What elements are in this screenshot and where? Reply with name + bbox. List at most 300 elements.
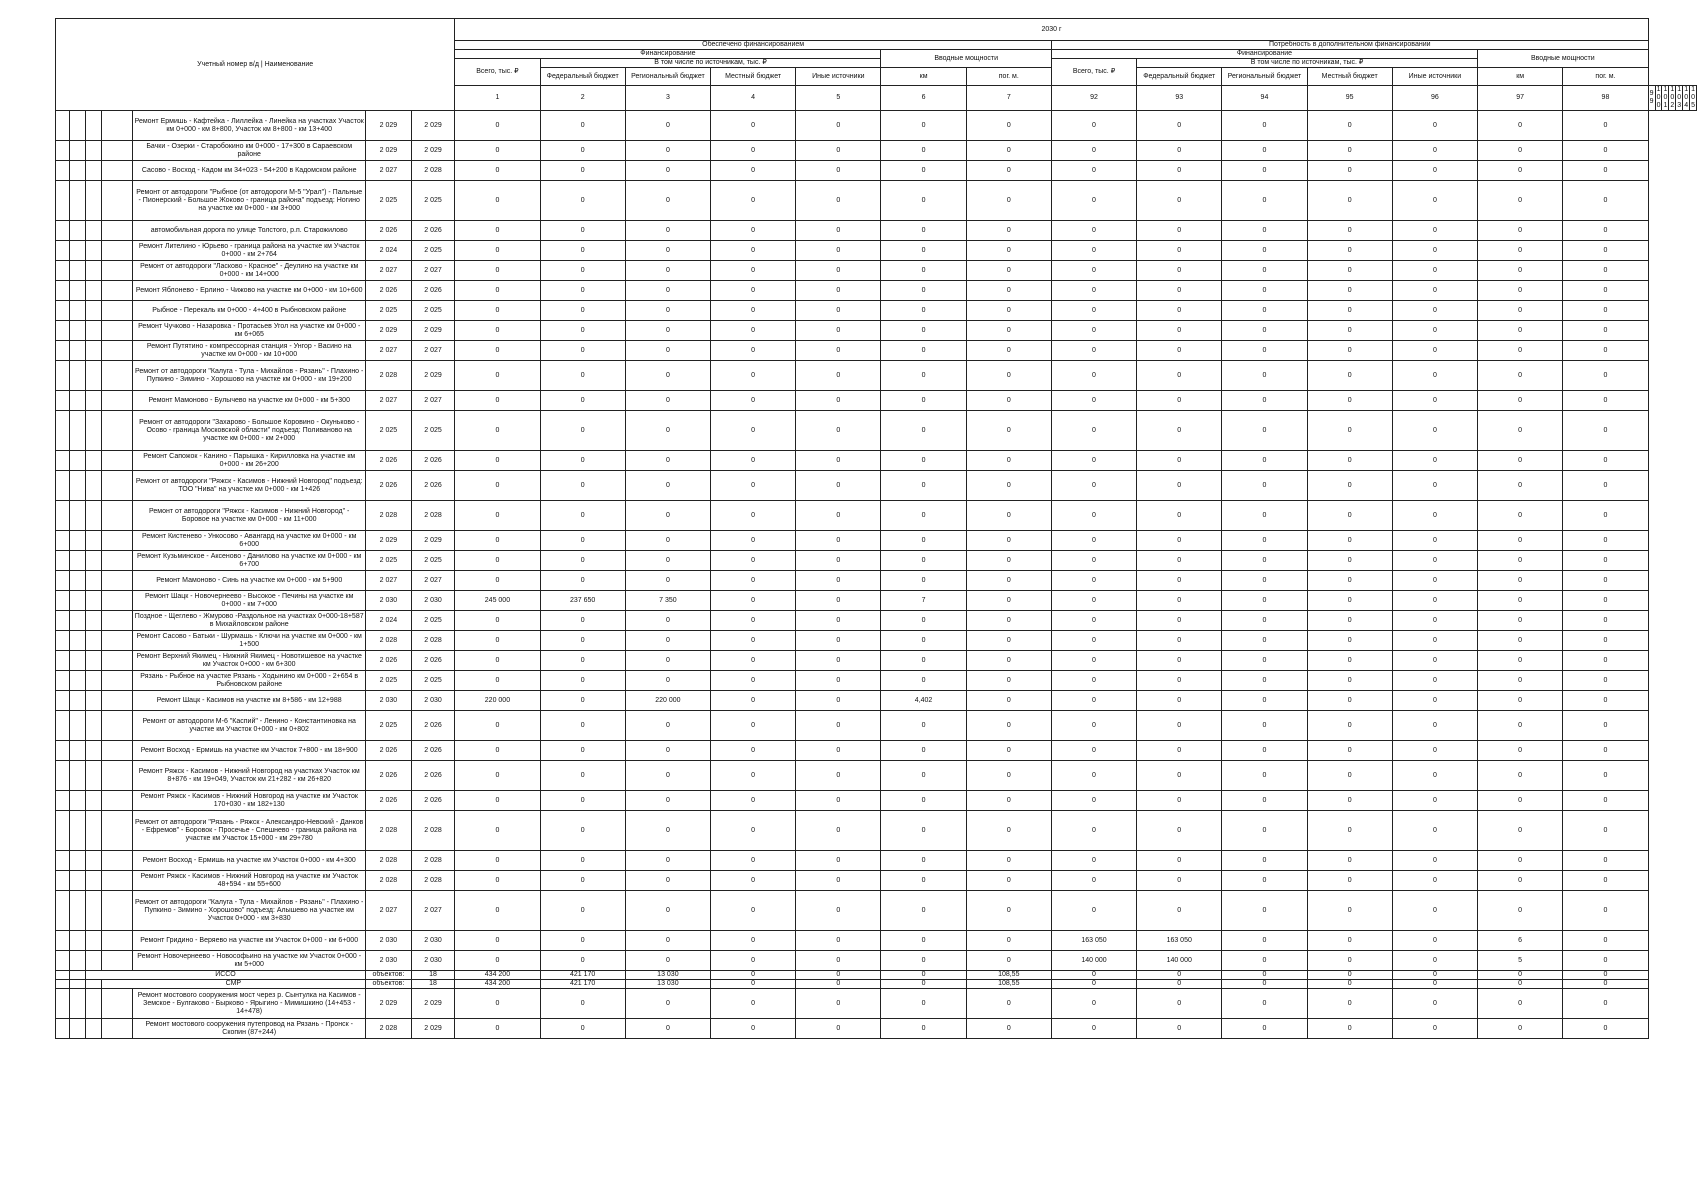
table-row: [56, 181, 1697, 221]
value-cell: 0: [1307, 741, 1392, 761]
value-cell: 0: [1307, 451, 1392, 471]
header-federal-2-label: Федеральный бюджет: [1143, 72, 1216, 80]
header-secured-label: Обеспечено финансированием: [702, 41, 805, 48]
value-cell: 0: [796, 411, 881, 451]
value-cell: 0: [1478, 471, 1563, 501]
value-cell: 0: [881, 951, 966, 971]
value-cell: 0: [1392, 980, 1477, 989]
end-year: 2 029: [411, 1019, 455, 1039]
value-cell: 0: [1051, 741, 1136, 761]
column-number-100: 100: [1656, 86, 1661, 109]
value-cell: 0: [1051, 591, 1136, 611]
header-pm-1-label: пог. м.: [998, 72, 1019, 80]
blank-cell: [69, 551, 85, 571]
value-cell: 0: [1563, 451, 1648, 471]
value-cell: 0: [1478, 181, 1563, 221]
object-name: Ремонт от автодороги "Рязань - Ряжск - Александро-Невский - Данков - Ефремов" - Боровок - Просечье - Спешнево - граница района на участке км Участок 15+000 - км 29+780: [133, 811, 366, 851]
value-cell: 0: [1051, 631, 1136, 651]
value-cell: 0: [1222, 501, 1307, 531]
value-cell: 0: [796, 241, 881, 261]
value-cell: 0: [455, 161, 540, 181]
end-year: 2 029: [411, 531, 455, 551]
value-cell: 0: [625, 141, 710, 161]
value-cell: 0: [625, 341, 710, 361]
value-cell: 0: [1051, 851, 1136, 871]
value-cell: 0: [1478, 531, 1563, 551]
value-cell: 0: [796, 951, 881, 971]
value-cell: 0: [455, 221, 540, 241]
value-cell: 0: [1051, 871, 1136, 891]
object-name: Ремонт Путятино - компрессорная станция - Унгор - Васино на участке км 0+000 - км 10+000: [133, 341, 366, 361]
value-cell: 0: [1563, 341, 1648, 361]
blank-cell: [69, 181, 85, 221]
value-cell: 0: [1137, 361, 1222, 391]
value-cell: 0: [1307, 361, 1392, 391]
value-cell: 0: [1051, 571, 1136, 591]
value-cell: 0: [966, 571, 1051, 591]
table-row: [56, 111, 1697, 141]
start-year: 2 027: [366, 161, 412, 181]
value-cell: 0: [1137, 471, 1222, 501]
blank-cell: [101, 241, 133, 261]
value-cell: 0: [711, 411, 796, 451]
object-name: Ремонт от автодороги "Захарово - Большое Коровино - Окуньково - Осово - граница Московской области" подъезд: Поливаново на участке км 0+000 - км 2+000: [133, 411, 366, 451]
blank-cell: [56, 571, 70, 591]
value-cell: 0: [711, 989, 796, 1019]
value-cell: 0: [881, 181, 966, 221]
object-name: Ремонт Верхний Якимец - Нижний Якимец - Новотишевое на участке км Участок 0+000 - км 6+300: [133, 651, 366, 671]
value-cell: 0: [966, 711, 1051, 741]
column-number-98: 98: [1563, 86, 1648, 111]
value-cell: 0: [711, 791, 796, 811]
value-cell: 0: [1222, 951, 1307, 971]
value-cell: 0: [1392, 741, 1477, 761]
end-year: 2 025: [411, 181, 455, 221]
blank-cell: [85, 851, 101, 871]
value-cell: 220 000: [625, 691, 710, 711]
value-cell: 0: [455, 741, 540, 761]
table-row: [56, 591, 1697, 611]
blank-cell: [56, 281, 70, 301]
table-row: [56, 761, 1697, 791]
header-need-cell: [1051, 41, 1648, 50]
value-cell: 0: [625, 181, 710, 221]
value-cell: 0: [711, 951, 796, 971]
value-cell: 434 200: [455, 971, 540, 980]
blank-cell: [56, 451, 70, 471]
value-cell: 0: [1478, 989, 1563, 1019]
value-cell: 0: [1307, 281, 1392, 301]
blank-cell: [85, 691, 101, 711]
blank-cell: [56, 631, 70, 651]
table-row: [56, 161, 1697, 181]
value-cell: 0: [1392, 1019, 1477, 1039]
object-name: Ремонт Ряжск - Касимов - Нижний Новгород на участке км Участок 170+030 - км 182+130: [133, 791, 366, 811]
value-cell: 0: [1563, 531, 1648, 551]
blank-cell: [56, 221, 70, 241]
value-cell: 0: [711, 611, 796, 631]
value-cell: 0: [540, 261, 625, 281]
value-cell: 0: [711, 451, 796, 471]
value-cell: 237 650: [540, 591, 625, 611]
value-cell: 0: [1222, 321, 1307, 341]
value-cell: 0: [1392, 711, 1477, 741]
value-cell: 0: [881, 341, 966, 361]
value-cell: 0: [1307, 971, 1392, 980]
value-cell: 0: [1051, 411, 1136, 451]
value-cell: 0: [1307, 951, 1392, 971]
value-cell: 0: [1307, 811, 1392, 851]
table-row: [56, 361, 1697, 391]
value-cell: 0: [1137, 871, 1222, 891]
blank-cell: [101, 851, 133, 871]
value-cell: 0: [625, 1019, 710, 1039]
value-cell: 0: [625, 711, 710, 741]
start-year: 2 028: [366, 851, 412, 871]
value-cell: 0: [1478, 261, 1563, 281]
blank-cell: [101, 551, 133, 571]
summary-units: объектов:: [366, 971, 412, 980]
end-year: 2 026: [411, 281, 455, 301]
value-cell: 0: [796, 531, 881, 551]
blank-cell: [69, 931, 85, 951]
value-cell: 0: [1392, 631, 1477, 651]
value-cell: 0: [1478, 301, 1563, 321]
value-cell: 0: [540, 611, 625, 631]
header-pm-2: [1563, 68, 1648, 86]
column-number-104: 104: [1684, 86, 1689, 109]
value-cell: 0: [1222, 261, 1307, 281]
value-cell: 0: [796, 980, 881, 989]
blank-cell: [85, 741, 101, 761]
value-cell: 0: [1307, 391, 1392, 411]
value-cell: 0: [1478, 811, 1563, 851]
blank-cell: [85, 241, 101, 261]
value-cell: 0: [1222, 931, 1307, 951]
value-cell: 0: [1051, 980, 1136, 989]
start-year: 2 028: [366, 631, 412, 651]
value-cell: 0: [1051, 531, 1136, 551]
value-cell: 0: [881, 301, 966, 321]
value-cell: 0: [711, 111, 796, 141]
blank-cell: [69, 691, 85, 711]
end-year: 2 030: [411, 951, 455, 971]
value-cell: 0: [1392, 161, 1477, 181]
blank-cell: [56, 501, 70, 531]
object-name: Ремонт мостового сооружения мост через р. Сынтулка на Касимов - Земское - Булгаково - Бырково - Ярыгино - Мимишкино (14+453 - 14+478): [133, 989, 366, 1019]
value-cell: 0: [1222, 361, 1307, 391]
value-cell: 0: [796, 631, 881, 651]
table-row: [56, 411, 1697, 451]
value-cell: 0: [540, 989, 625, 1019]
value-cell: 0: [455, 791, 540, 811]
blank-cell: [56, 551, 70, 571]
value-cell: 0: [1137, 631, 1222, 651]
blank-cell: [101, 651, 133, 671]
value-cell: 0: [1307, 261, 1392, 281]
header-other-2-label: Иные источники: [1408, 72, 1462, 80]
value-cell: 0: [966, 951, 1051, 971]
start-year: 2 028: [366, 501, 412, 531]
blank-cell: [69, 741, 85, 761]
blank-cell: [69, 811, 85, 851]
start-year: 2 025: [366, 411, 412, 451]
value-cell: 0: [625, 361, 710, 391]
object-name: Ремонт Сасово - Батьки - Шурмашь - Ключи на участке км 0+000 - км 1+500: [133, 631, 366, 651]
value-cell: 0: [1137, 651, 1222, 671]
value-cell: 0: [796, 591, 881, 611]
value-cell: 0: [540, 571, 625, 591]
value-cell: 0: [1222, 741, 1307, 761]
value-cell: 0: [881, 851, 966, 871]
value-cell: 0: [966, 591, 1051, 611]
value-cell: 0: [625, 671, 710, 691]
blank-cell: [56, 411, 70, 451]
blank-cell: [56, 241, 70, 261]
value-cell: 0: [1307, 980, 1392, 989]
blank-cell: [56, 181, 70, 221]
value-cell: 0: [1307, 111, 1392, 141]
value-cell: 220 000: [455, 691, 540, 711]
value-cell: 0: [796, 931, 881, 951]
value-cell: 0: [625, 321, 710, 341]
value-cell: 0: [1392, 181, 1477, 221]
value-cell: 0: [1392, 531, 1477, 551]
value-cell: 0: [1392, 931, 1477, 951]
value-cell: 0: [881, 411, 966, 451]
value-cell: 0: [1478, 221, 1563, 241]
value-cell: 0: [1307, 531, 1392, 551]
value-cell: 0: [1478, 341, 1563, 361]
value-cell: 0: [540, 361, 625, 391]
end-year: 2 026: [411, 741, 455, 761]
table-row: [56, 531, 1697, 551]
blank-cell: [56, 931, 70, 951]
header-pm-2-label: пог. м.: [1595, 72, 1616, 80]
value-cell: 0: [1392, 451, 1477, 471]
value-cell: 0: [881, 141, 966, 161]
blank-cell: [69, 951, 85, 971]
header-capacity-1-label: Вводные мощности: [934, 54, 999, 62]
value-cell: 0: [455, 671, 540, 691]
value-cell: 0: [1137, 261, 1222, 281]
value-cell: 0: [1392, 951, 1477, 971]
value-cell: 0: [625, 951, 710, 971]
table-body: [56, 111, 1697, 1039]
value-cell: 0: [1051, 181, 1136, 221]
value-cell: 0: [455, 531, 540, 551]
column-number-103: 103: [1677, 86, 1682, 109]
value-cell: 0: [1051, 301, 1136, 321]
blank-cell: [56, 651, 70, 671]
value-cell: 0: [1563, 691, 1648, 711]
end-year: 2 029: [411, 321, 455, 341]
value-cell: 0: [966, 611, 1051, 631]
value-cell: 0: [1563, 471, 1648, 501]
value-cell: 0: [1478, 651, 1563, 671]
blank-cell: [101, 451, 133, 471]
value-cell: 0: [881, 321, 966, 341]
value-cell: 0: [796, 811, 881, 851]
value-cell: 0: [1222, 161, 1307, 181]
value-cell: 0: [881, 391, 966, 411]
value-cell: 0: [1051, 321, 1136, 341]
value-cell: 0: [711, 141, 796, 161]
blank-cell: [56, 851, 70, 871]
value-cell: 0: [1137, 571, 1222, 591]
value-cell: 0: [1222, 241, 1307, 261]
start-year: 2 027: [366, 891, 412, 931]
start-year: 2 028: [366, 811, 412, 851]
blank-cell: [56, 891, 70, 931]
table-row: [56, 851, 1697, 871]
value-cell: 0: [966, 741, 1051, 761]
value-cell: 0: [966, 531, 1051, 551]
header-km-1: [881, 68, 966, 86]
value-cell: 0: [455, 811, 540, 851]
value-cell: 0: [796, 501, 881, 531]
table-row: [56, 551, 1697, 571]
value-cell: 0: [881, 281, 966, 301]
value-cell: 0: [1051, 261, 1136, 281]
end-year: 2 025: [411, 671, 455, 691]
blank-cell: [85, 391, 101, 411]
blank-cell: [101, 471, 133, 501]
object-name: Ремонт Кистенево - Ункосово - Авангард на участке км 0+000 - км 6+000: [133, 531, 366, 551]
value-cell: 0: [1307, 651, 1392, 671]
value-cell: 0: [455, 391, 540, 411]
value-cell: 0: [1222, 221, 1307, 241]
blank-cell: [56, 671, 70, 691]
value-cell: 0: [625, 551, 710, 571]
blank-cell: [56, 980, 70, 989]
value-cell: 0: [966, 241, 1051, 261]
value-cell: 0: [625, 281, 710, 301]
object-name: Ремонт от автодороги "Ряжск - Касимов - Нижний Новгород" подъезд: ТОО "Нива" на участке км 0+000 - км 1+426: [133, 471, 366, 501]
value-cell: 0: [1392, 241, 1477, 261]
end-year: 2 026: [411, 451, 455, 471]
value-cell: 0: [1137, 611, 1222, 631]
value-cell: 0: [540, 451, 625, 471]
blank-cell: [85, 791, 101, 811]
value-cell: 0: [1222, 341, 1307, 361]
end-year: 2 029: [411, 111, 455, 141]
value-cell: 0: [540, 1019, 625, 1039]
blank-cell: [85, 891, 101, 931]
value-cell: 0: [1051, 161, 1136, 181]
blank-cell: [101, 571, 133, 591]
value-cell: 0: [1307, 571, 1392, 591]
table-row: [56, 711, 1697, 741]
blank-cell: [69, 851, 85, 871]
end-year: 2 025: [411, 241, 455, 261]
value-cell: 0: [625, 411, 710, 451]
value-cell: 140 000: [1051, 951, 1136, 971]
blank-cell: [69, 871, 85, 891]
value-cell: 0: [796, 361, 881, 391]
value-cell: 0: [796, 791, 881, 811]
value-cell: 0: [625, 791, 710, 811]
blank-cell: [101, 141, 133, 161]
value-cell: 0: [966, 891, 1051, 931]
value-cell: 0: [1222, 471, 1307, 501]
blank-cell: [69, 141, 85, 161]
header-local-1: [711, 68, 796, 86]
value-cell: 0: [1051, 471, 1136, 501]
start-year: 2 026: [366, 651, 412, 671]
blank-cell: [69, 989, 85, 1019]
blank-cell: [56, 141, 70, 161]
value-cell: 0: [796, 471, 881, 501]
column-number-5: 5: [796, 86, 881, 111]
value-cell: 0: [796, 851, 881, 871]
value-cell: 0: [540, 471, 625, 501]
value-cell: 0: [455, 361, 540, 391]
value-cell: 0: [1563, 241, 1648, 261]
value-cell: 7: [881, 591, 966, 611]
value-cell: 0: [1051, 651, 1136, 671]
value-cell: 421 170: [540, 971, 625, 980]
value-cell: 0: [1478, 571, 1563, 591]
blank-cell: [85, 361, 101, 391]
value-cell: 0: [1051, 451, 1136, 471]
blank-cell: [69, 1019, 85, 1039]
column-number-105: 105: [1691, 86, 1695, 109]
value-cell: 0: [540, 631, 625, 651]
value-cell: 0: [711, 711, 796, 741]
value-cell: 0: [1307, 341, 1392, 361]
value-cell: 0: [881, 261, 966, 281]
value-cell: 0: [966, 341, 1051, 361]
blank-cell: [69, 341, 85, 361]
value-cell: 0: [1051, 341, 1136, 361]
value-cell: 0: [455, 1019, 540, 1039]
start-year: 2 026: [366, 451, 412, 471]
value-cell: 0: [711, 341, 796, 361]
start-year: 2 024: [366, 611, 412, 631]
value-cell: 0: [796, 451, 881, 471]
blank-cell: [56, 951, 70, 971]
value-cell: 0: [1222, 591, 1307, 611]
value-cell: 0: [711, 361, 796, 391]
blank-cell: [69, 531, 85, 551]
column-number-99: 99: [1648, 86, 1655, 111]
blank-cell: [85, 261, 101, 281]
object-name: Ремонт Мамоново - Булычево на участке км 0+000 - км 5+300: [133, 391, 366, 411]
value-cell: 0: [1563, 1019, 1648, 1039]
blank-cell: [69, 651, 85, 671]
column-number-95: 95: [1307, 86, 1392, 111]
header-km-2: [1478, 68, 1563, 86]
end-year: 2 025: [411, 301, 455, 321]
blank-cell: [85, 551, 101, 571]
value-cell: 0: [711, 811, 796, 851]
value-cell: 0: [796, 671, 881, 691]
value-cell: 0: [711, 181, 796, 221]
value-cell: 0: [1392, 391, 1477, 411]
value-cell: 0: [881, 221, 966, 241]
value-cell: 0: [540, 691, 625, 711]
value-cell: 0: [455, 761, 540, 791]
value-cell: 0: [881, 111, 966, 141]
value-cell: 0: [1478, 591, 1563, 611]
value-cell: 0: [455, 571, 540, 591]
object-name: Ремонт от автодороги М-6 "Каспий" - Ленино - Константиновка на участке км Участок 0+000 - км 0+802: [133, 711, 366, 741]
summary-label: ИССО: [85, 971, 365, 980]
header-regional-1-label: Региональный бюджет: [631, 72, 705, 80]
header-name-label: Учетный номер в/д | Наименование: [197, 60, 314, 68]
value-cell: 0: [711, 691, 796, 711]
